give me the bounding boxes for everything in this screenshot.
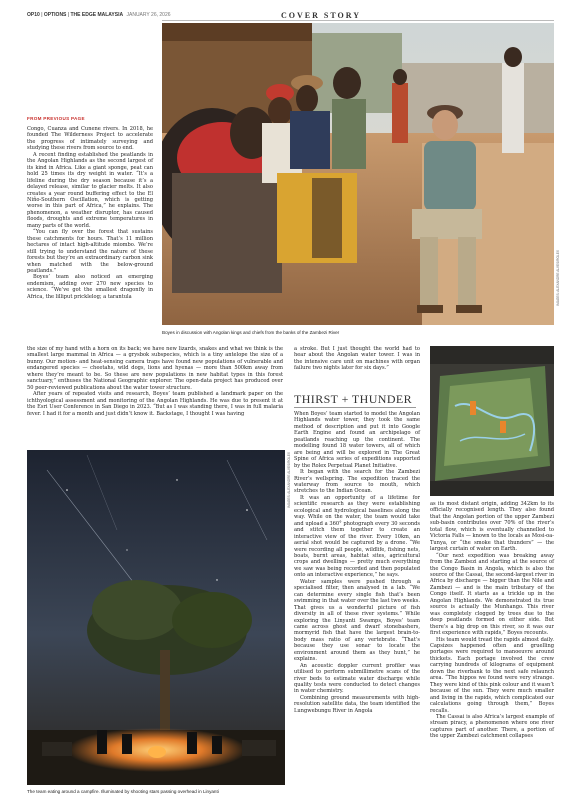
wide-paragraph: the size of my hand with a horn on its back; we have new lizards, snakes and what we think is the smallest large mammal in Africa — a grysbok subspecies, which is a tiny antelope the size of a bunny. Our motion- and heat-sensing camera traps have found new populations of vulnerable and endangered species — cheetahs, wild dogs, lions and hyenas — more than 500km away from where they’re meant to be. So these are new populations in new habitat types in this forest sanctuary,” enthuses the National Geographic explorer. The open-data project has produced over 50 peer-reviewed publications about the water tower structure. xyxy=(27,346,283,391)
thirst-column xyxy=(294,411,420,714)
top-photo xyxy=(162,23,554,325)
right-column xyxy=(430,501,554,740)
thirst-paragraph: Combining ground measurements with high-resolution satellite data, the team identified the Lungwebungu River in Angola xyxy=(294,694,420,714)
map-photo xyxy=(430,346,554,496)
publication-name: THE EDGE MALAYSIA xyxy=(70,12,124,18)
header-rule xyxy=(162,20,554,21)
left-column xyxy=(27,126,153,300)
thirst-paragraph: It was an opportunity of a lifetime for scientific research as they were establishing ecological and hydrological baselines along the way. While on the water, the team would take and upload a 360° photograph every 30 seconds and stitch them together to create an interactive view of the river. Every 10km, an aerial shot would be captured by a drone. “We were recording all people, wildlife, fishing nets, boats, burnt areas, habitat sites, agricultural crops and dwellings — pretty much everything we saw was being recorded and then populated onto an interactive experience,” he says. xyxy=(294,494,420,579)
wide-column xyxy=(27,346,283,417)
mid-quote-column xyxy=(294,346,420,372)
right-paragraph: His team would tread the rapids almost daily. Capsizes happened often and gruelling portages were required to manoeuvre around thickets. Each portage involved the crew carrying hundreds of kilograms of equipment down the riverbank to the next safe relaunch area. “The hippos we found were very strange. They were kind of this pink colour and it wasn’t because of the sun. They were much smaller and living in the rapids, which complicated our calculations going through them,” Boyes recalls. xyxy=(430,636,554,714)
campfire-photo-caption: The team eating around a campfire. Illuminated by shooting stars passing overhead in Linyanti xyxy=(27,789,219,794)
top-photo-image xyxy=(162,23,554,325)
left-paragraph: Congo, Cuanza and Cunene rivers. In 2018, he founded The Wilderness Project to accelerate the progress of intimately surveying and studying these rivers from source to end. xyxy=(27,126,153,152)
map-photo-image xyxy=(430,346,554,496)
top-photo-credit: IMAGES: ALEXANDRE ALVES/ROLEX xyxy=(556,250,560,306)
subheading: THIRST + THUNDER xyxy=(294,392,413,406)
mid-paragraph: a stroke. But I just thought the world had to hear about the Angolan water tower. I was in the intensive care unit on machines with organ failure two nights later for six days.” xyxy=(294,346,420,372)
left-paragraph: Boyes’ team also noticed an emerging endemism, adding over 270 new species to science. “We’ve got the smallest dragonfly in Africa, the lilliput pricklelog; a tarantula xyxy=(27,274,153,300)
thirst-paragraph: An acoustic doppler current profiler was utilised to perform submillimetre scans of the river beds to estimate water discharge while quality tests were conducted to detect changes in water chemistry. xyxy=(294,662,420,695)
campfire-photo xyxy=(27,450,285,785)
right-paragraph: “Our next expedition was breaking away from the Zambezi and starting at the source of the Congo Basin in Angola, which is also the source of the Cassai, the second-largest river in Africa by discharge — bigger than the Nile and Zambezi — and is the main tributary of the Congo itself. It starts as a trickle up in the Angolan Highlands. We demonstrated its true source is actually the Munhango. This river was completely clogged by trees due to the deep peatlands formed on either side. But there’s a big drop on this river, so it was our first experience with rapids,” Boyes recounts. xyxy=(430,552,554,637)
right-paragraph: as its most distant origin, adding 342km to its officially recognised length. They also found that the Angolan portion of the upper Zambezi sub-basin contributes over 70% of the river’s total flow, which is eventually channelled to Victoria Falls — known to the locals as Mosi-oa-Tunya, or “the smoke that thunders” — the largest curtain of water on Earth. xyxy=(430,501,554,553)
subheading-rule xyxy=(294,407,416,408)
thirst-paragraph: When Boyes’ team started to model the Angolan Highlands water tower, they took the same method of description and put it into Google Earth Engine and found an archipelago of peatlands reaching up the continent. The modelling found 18 water towers, all of which are being and will be explored in The Great Spine of Africa series of expeditions supported by the Rolex Perpetual Planet Initiative. xyxy=(294,411,420,469)
from-previous-page-label: FROM PREVIOUS PAGE xyxy=(27,116,85,121)
page-number: OP10 xyxy=(27,12,40,18)
left-paragraph: “You can fly over the forest that sustains these catchments for hours. That’s 11 million hectares of intact high-altitude miombo. We’re still trying to understand the nature of these forests but they’re an extraordinary carbon sink when matched with the below-ground peatlands.” xyxy=(27,229,153,274)
top-photo-caption: Boyes in discussion with Angolan kings and chiefs from the banks of the Zambezi River xyxy=(162,330,340,335)
section-small: OPTIONS xyxy=(43,12,67,18)
section-title: COVER STORY xyxy=(281,11,362,20)
campfire-photo-image xyxy=(27,450,285,785)
right-paragraph: The Cassai is also Africa’s largest example of stream piracy, a phenomenon where one river captures part of another. There, a portion of the upper Zambezi catchment collapses xyxy=(430,713,554,740)
thirst-paragraph: It began with the search for the Zambezi River’s wellspring. The expedition traced the waterway from source to mouth, which stretches to the Indian Ocean. xyxy=(294,469,420,495)
wide-paragraph: After years of repeated visits and research, Boyes’ team published a landmark paper on the ichthyological assessment and monitoring of the Angolan Highlands. He was due to present it at the Esri User Conference in San Diego in 2023. “But as I was standing there, I was in full malaria fever. I had it for a month and just didn’t know it. Backstage, I thought I was having xyxy=(27,391,283,417)
campfire-photo-credit: IMAGES: ALEXANDRE ALVES/ROLEX xyxy=(287,452,291,508)
issue-date: JANUARY 26, 2026 xyxy=(126,12,171,18)
left-paragraph: A recent finding established the peatlands in the Angolan Highlands as the second largest of its kind in Africa. Like a giant sponge, peat can hold 25 times its dry weight in water. “It’s a lifeline during the dry season because it’s a delayed release, similar to glacier melts. It also creates a year round buffering effect to the El Niño-Southern Oscillation, which is getting worse in this part of Africa,” he explains. The phenomenon, a weather disruptor, has caused floods, droughts and extreme temperatures in many parts of the world. xyxy=(27,151,153,229)
page-header: OP10 | OPTIONS | THE EDGE MALAYSIA JANUARY 26, 2026 xyxy=(27,12,171,18)
thirst-paragraph: Water samples were pushed through a specialised filter, then analysed in a lab. “We can determine every single fish that’s been swimming in that water over the last two weeks. That gives us a wonderful picture of fish diversity in all of these river systems.” While exploring the Linyanti Swamps, Boyes’ team came across ghost and dwarf stonebashers, mormyrid fish that have the largest brain-to-body mass ratio of any vertebrate. “That’s because they use sonar to locate the environment around them as they hunt,” he explains. xyxy=(294,578,420,663)
